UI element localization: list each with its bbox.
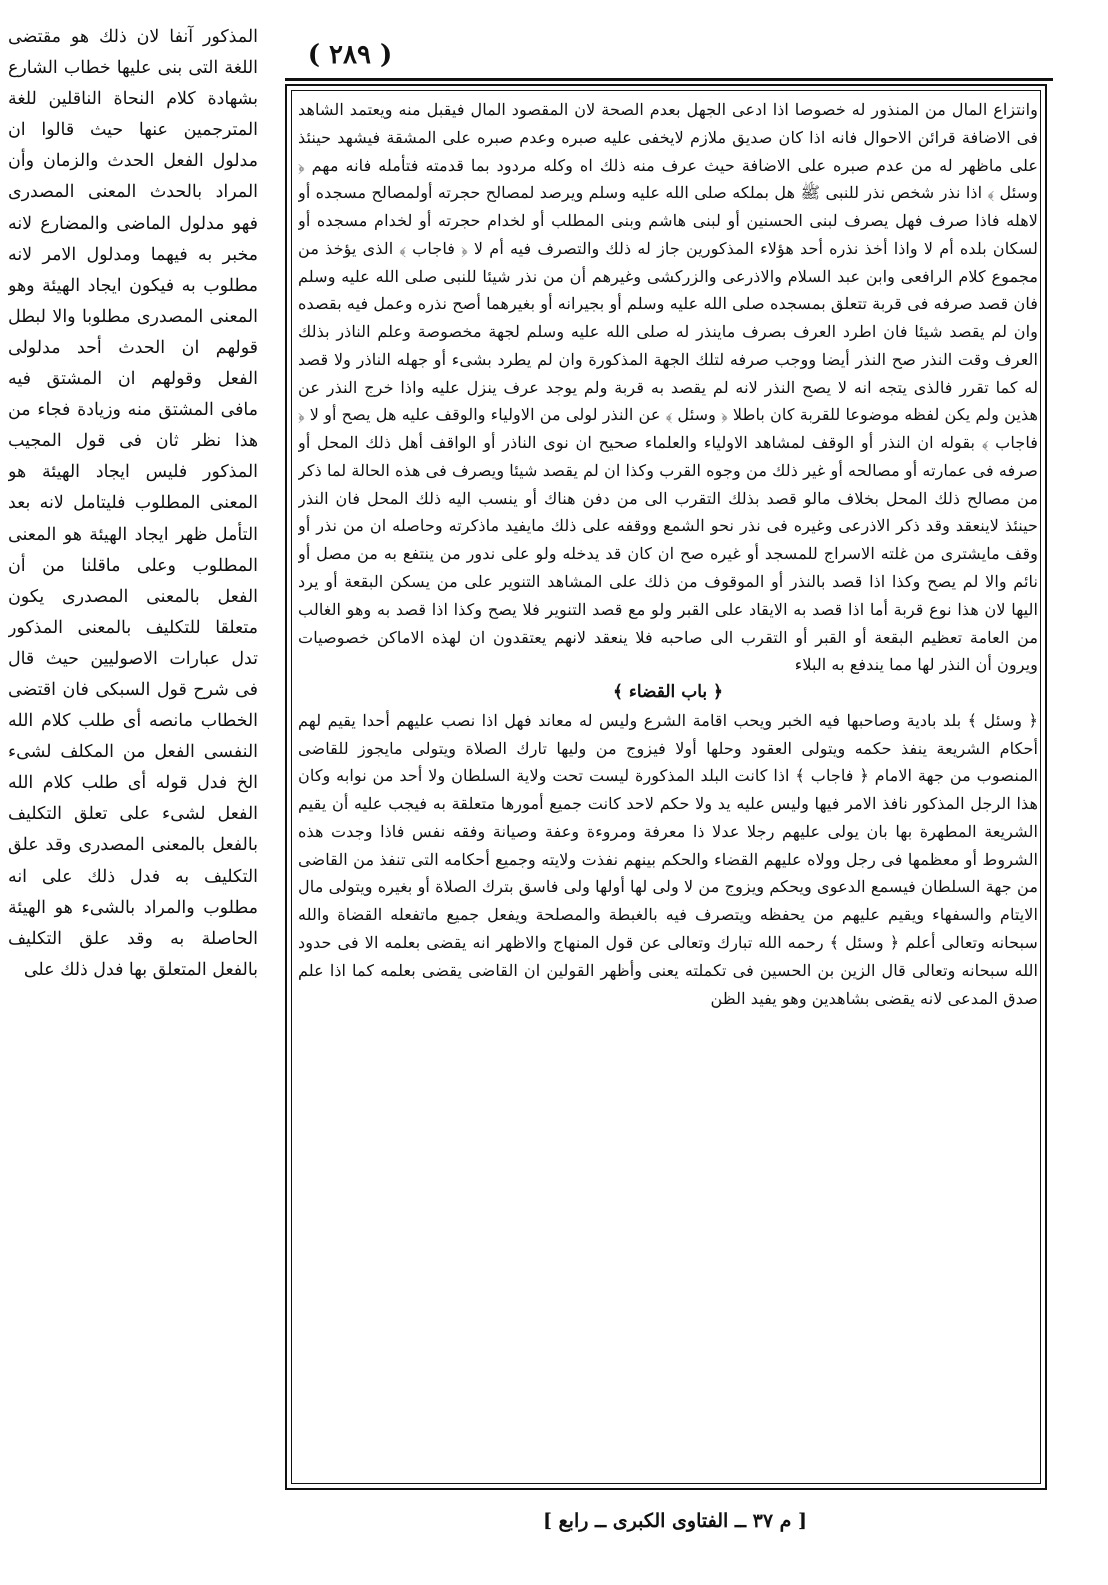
side-commentary-column <box>8 22 258 1562</box>
section-paragraph: ﴿ وسئل ﴾ بلد بادية وصاحبها فيه الخبر ويحب اقامة الشرع وليس له معاند فهل اذا نصب عليهم أحدا يقيم لهم أحكام الشريعة ينفذ حكمه ويتولى العقود وحلها أولا فيزوج من وليها تارك الصلاة ويتولى مايجوز للقاضى المنصوب من جهة الامام ﴿ فاجاب ﴾ اذا كانت البلد المذكورة ليست تحت ولاية السلطان ولا أحد من نوابه وكان هذا الرجل المذكور نافذ الامر فيها وليس عليه يد ولا حكم لاحد كانت جميع أمورها متعلقة به فيجب عليه أن يقيم الشريعة المطهرة بها بان يولى عليهم رجلا عدلا ذا معرفة ومروءة وعفة وصيانة وفقه نفس فاذا وجدت هذه الشروط أو معظمها فى رجل وولاه عليهم القضاء والحكم بينهم نفذت ولايته وجميع أحكامه التى تنفذ من القاضى من جهة السلطان فيسمع الدعوى ويحكم ويزوج من لا ولى لها أولها ولى فاسق بترك الصلاة أو بغيره ويتولى مال الايتام والسفهاء ويقيم عليهم من يحفظه ويتصرف فيه بالغبطة والمصلحة ويفعل جميع ماتفعله القضاة والله سبحانه وتعالى أعلم ﴿ وسئل ﴾ رحمه الله تبارك وتعالى عن قول المنهاج والاظهر انه يقضى بعلمه الا فى حدود الله سبحانه وتعالى قال الزين بن الحسين فى تكملته يعنى وأظهر القولين ان القاضى يقضى بعلمه كما اذا علم صدق المدعى لانه يقضى بشاهدين وهو يفيد الظن <box>298 710 1038 1008</box>
main-paragraph: وانتزاع المال من المنذور له خصوصا اذا ادعى الجهل بعدم الصحة لان المقصود المال فيقبل منه ويعتمد الشاهد فى الاضافة قرائن الاحوال فانه اذا كان صديق ملازم لايخفى عليه صبره وعدم صبره على المشقة فيشهد حينئذ على ماظهر له من عدم صبره على الاضافة حيث عرف منه ذلك اه وكله مردود بما قدمته فتأمله فانه مهم ﴿ وسئل ﴾ اذا نذر شخص نذر للنبى ﷺ هل بملكه صلى الله عليه وسلم ويرصد لمصالح حجرته أولمصالح مسجده أو لاهله فاذا صرف فهل يصرف لبنى الحسنين أو لبنى هاشم وبنى المطلب أو لخدام حجرته أو لخدام مسجده أو لسكان بلده أم لا واذا أخذ نذره أحد هؤلاء المذكورين جاز له ذلك والتصرف فيه أم لا ﴿ فاجاب ﴾ الذى يؤخذ من مجموع كلام الرافعى وابن عبد السلام والاذرعى والزركشى وغيرهم أن من نذر شيئا للنبى صلى الله عليه وسلم فان قصد صرفه فى قربة تتعلق بمسجده صلى الله عليه وسلم أو بجيرانه أو بغيرهما أصح نذره وعمل فيه بقصده وان لم يقصد شيئا فان اطرد العرف بصرف ماينذر له صلى الله عليه وسلم لجهة مخصوصة وعلم الناذر بذلك العرف وقت النذر صح النذر أيضا ووجب صرفه لتلك الجهة المذكورة وان لم يطرد بشىء أو جهله الناذر ولا قصد له كما تقرر فالذى يتجه انه لا يصح النذر لانه لم يقصد به قربة ولم يوجد عرف ينزل عليه واذا خرج النذر عن هذين ولم يكن لفظه موضوعا للقربة كان باطلا ﴿ وسئل ﴾ عن النذر لولى من الاولياء والوقف عليه هل يصح أو لا ﴿ فاجاب ﴾ بقوله ان النذر أو الوقف لمشاهد الاولياء والعلماء صحيح ان نوى الناذر أو الواقف أهل ذلك المحل أو صرفه فى عمارته أو مصالحه أو غير ذلك من وجوه القرب وكذا ان لم يقصد شيئا ويصرف فى هذه الحالة لما ذكر من مصالح ذلك المحل بخلاف مالو قصد بذلك التقرب الى من دفن هناك أو ينسب اليه ذلك المحل فان النذر حينئذ لاينعقد وقد ذكر الاذرعى وغيره فى نذر نحو الشمع ووقفه على ذلك مايفيد ماذكرته وحاصله ان من نذر أو وقف مايشترى من غلته الاسراج للمسجد أو غيره صح ان كان قد يدخله ولو على ندور من ينتفع به من مصل أو نائم والا لم يصح وكذا اذا قصد بالنذر أو الموقوف من ذلك على المشاهد التنوير على من يسكن البقعة أو يرد اليها لان هذا نوع قربة أما اذا قصد به الايقاد على القبر ولو مع قصد التنوير فلا يصح وكذا اذا قصد به وهو الغالب من العامة تعظيم البقعة أو القبر أو التقرب الى صاحبه فلا ينعقد لانهم يعتقدون ان لهذه الاماكن خصوصيات ويرون أن النذر لها مما يندفع به البلاء <box>298 100 1038 675</box>
footer-signature: [ م ٣٧ ــ الفتاوى الكبرى ــ رابع ] <box>542 1510 808 1532</box>
side-commentary-text: المذكور آنفا لان ذلك هو مقتضى اللغة التى بنى عليها خطاب الشارع بشهادة كلام النحاة الناقلين للغة المترجمين عنها حيث قالوا ان مدلول الفعل الحدث والزمان وأن المراد بالحدث المعنى المصدرى فهو مدلول الماضى والمضارع لانه مخبر به فيهما ومدلول الامر لانه مطلوب به فيكون ايجاد الهيئة وهو المعنى المصدرى مطلوبا والا لبطل قولهم ان الحدث أحد مدلولى الفعل وقولهم ان المشتق فيه مافى المشتق منه وزيادة فجاء من هذا نظر ثان فى قول المجيب المذكور فليس ايجاد الهيئة هو المعنى المطلوب فليتامل لانه بعد التأمل ظهر ايجاد الهيئة هو المعنى المطلوب وعلى ماقلنا من أن الفعل بالمعنى المصدرى يكون متعلقا للتكليف بالمعنى المذكور تدل عبارات الاصوليين حيث قال فى شرح قول السبكى فان اقتضى الخطاب مانصه أى طلب كلام الله النفسى الفعل من المكلف لشىء الخ فدل قوله أى طلب كلام الله الفعل لشىء على تعلق التكليف بالفعل بالمعنى المصدرى وقد علق التكليف به فدل ذلك على انه مطلوب والمراد بالشىء هو الهيئة الحاصلة به وقد علق التكليف بالفعل المتعلق بها فدل ذلك على <box>8 27 258 980</box>
page-number: ( ٢٨٩ ) <box>307 40 393 70</box>
main-text-column <box>298 96 1038 1484</box>
header-rule <box>285 78 1053 81</box>
section-heading: ﴿ باب القضاء ﴾ <box>612 682 723 703</box>
